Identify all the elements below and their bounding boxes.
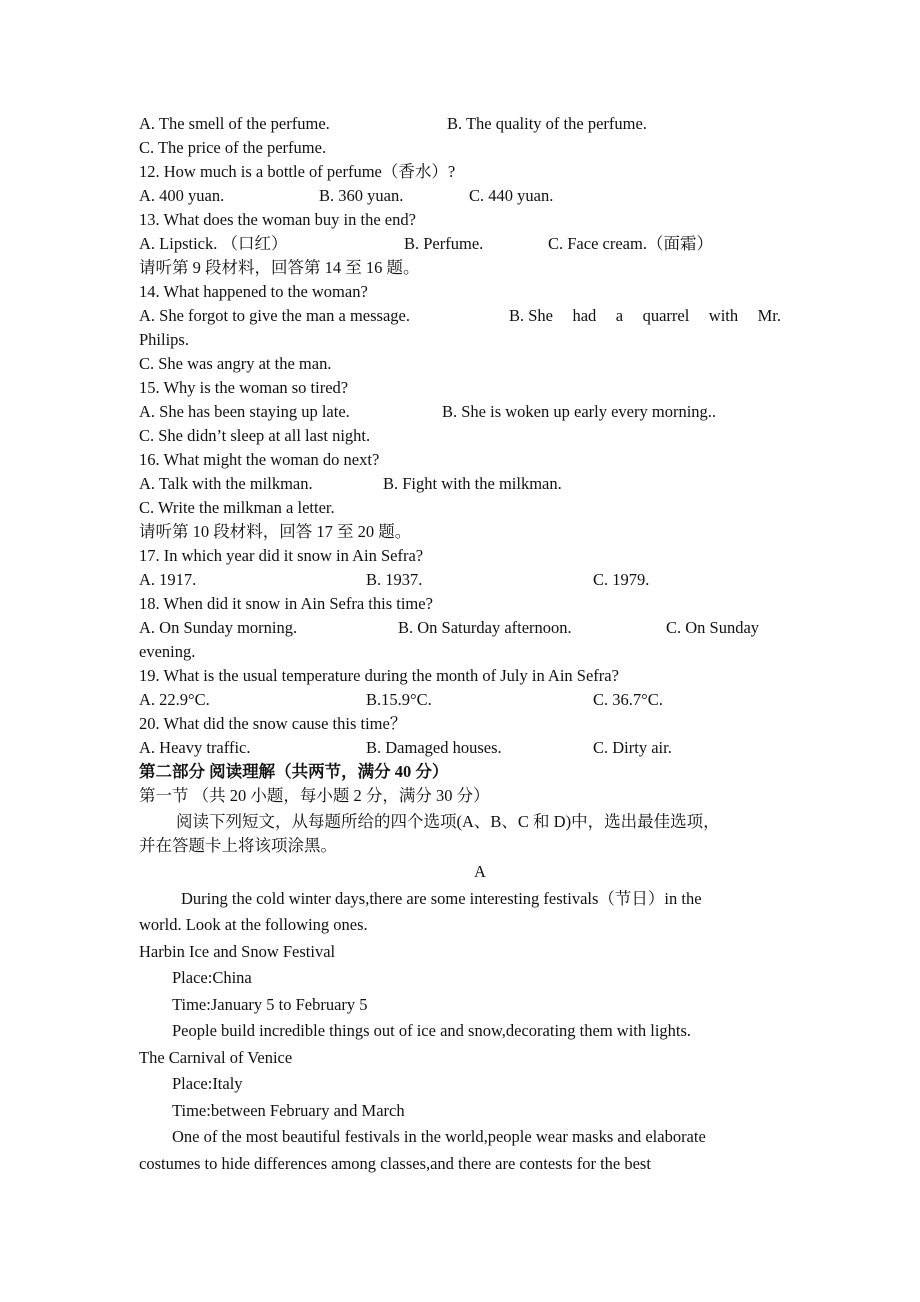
festival-1-description-text: People build incredible things out of ice and snow,decorating them with lights. <box>172 1021 692 1040</box>
q11-option-a: A. The smell of the perfume. <box>139 114 330 133</box>
q14-stem-text: 14. What happened to the woman? <box>139 282 368 301</box>
q20-stem-text: 20. What did the snow cause this time？ <box>139 714 407 733</box>
q14-option-b-cont: Philips. <box>139 330 189 349</box>
festival-2-description-text-1: One of the most beautiful festivals in the world,people wear masks and elaborate <box>172 1127 706 1146</box>
festival-2-name-text: The Carnival of Venice <box>139 1048 293 1067</box>
q14-option-c: C. She was angry at the man. <box>139 354 332 373</box>
q16-option-a: A. Talk with the milkman. <box>139 474 313 493</box>
reading-instructions-text-1: 阅读下列短文，从每题所给的四个选项(A、B、C 和 D)中，选出最佳选项， <box>176 812 720 831</box>
q14-option-b-word: a <box>615 306 624 325</box>
q17-option-b: B. 1937. <box>366 570 423 589</box>
q14-option-b-word: had <box>572 306 597 325</box>
reading-instructions-text-2: 并在答题卡上将该项涂黑。 <box>139 836 337 855</box>
q17-option-a: A. 1917. <box>139 570 197 589</box>
q11-option-b: B. The quality of the perfume. <box>447 114 647 133</box>
festival-2-time-text: Time:between February and March <box>172 1101 405 1120</box>
section-1-heading-text: 第一节 （共 20 小题，每小题 2 分，满分 30 分） <box>139 786 490 805</box>
festival-1-time-text: Time:January 5 to February 5 <box>172 995 368 1014</box>
festival-1-place-text: Place:China <box>172 968 252 987</box>
q15-option-a: A. She has been staying up late. <box>139 402 350 421</box>
q12-option-c: C. 440 yuan. <box>469 186 554 205</box>
festival-2-place-text: Place:Italy <box>172 1074 243 1093</box>
section-10-text: 请听第 10 段材料，回答 17 至 20 题。 <box>139 522 412 541</box>
q15-stem-text: 15. Why is the woman so tired? <box>139 378 349 397</box>
q20-option-c: C. Dirty air. <box>593 738 672 757</box>
q13-option-a: A. Lipstick. （口红） <box>139 234 288 253</box>
q14-option-a: A. She forgot to give the man a message. <box>139 306 410 325</box>
q18-option-c-cont: evening. <box>139 642 196 661</box>
q12-option-a: A. 400 yuan. <box>139 186 225 205</box>
q14-option-b-word: B. She <box>509 306 554 325</box>
q13-option-b: B. Perfume. <box>404 234 484 253</box>
q20-option-a: A. Heavy traffic. <box>139 738 251 757</box>
q14-option-b <box>509 304 781 328</box>
q18-option-b: B. On Saturday afternoon. <box>398 618 572 637</box>
passage-intro-text-2: world. Look at the following ones. <box>139 915 368 934</box>
q16-option-b: B. Fight with the milkman. <box>383 474 562 493</box>
passage-intro-text-1: During the cold winter days,there are some interesting festivals（节日）in the <box>181 889 702 908</box>
q19-option-b: B.15.9°C. <box>366 690 432 709</box>
festival-2-description-text-2: costumes to hide differences among classes,and there are contests for the best <box>139 1154 651 1173</box>
section-9-text: 请听第 9 段材料，回答第 14 至 16 题。 <box>139 258 420 277</box>
q13-option-c: C. Face cream.（面霜） <box>548 234 713 253</box>
q11-option-c: C. The price of the perfume. <box>139 138 327 157</box>
q16-option-c: C. Write the milkman a letter. <box>139 498 335 517</box>
q18-stem-text: 18. When did it snow in Ain Sefra this time? <box>139 594 433 613</box>
q12-stem-text: 12. How much is a bottle of perfume（香水）? <box>139 162 456 181</box>
part-2-heading-text: 第二部分 阅读理解（共两节，满分 40 分） <box>139 762 449 781</box>
q14-option-b-word: with <box>708 306 739 325</box>
festival-1-name-text: Harbin Ice and Snow Festival <box>139 942 336 961</box>
q19-option-c: C. 36.7°C. <box>593 690 663 709</box>
q13-stem-text: 13. What does the woman buy in the end? <box>139 210 416 229</box>
q19-option-a: A. 22.9°C. <box>139 690 210 709</box>
q12-option-b: B. 360 yuan. <box>319 186 404 205</box>
q16-stem-text: 16. What might the woman do next? <box>139 450 380 469</box>
q14-option-b-word: quarrel <box>642 306 690 325</box>
q15-option-c: C. She didn’t sleep at all last night. <box>139 426 371 445</box>
q17-stem-text: 17. In which year did it snow in Ain Sefra? <box>139 546 424 565</box>
q18-option-a: A. On Sunday morning. <box>139 618 298 637</box>
passage-label-text: A <box>474 862 486 881</box>
q19-stem-text: 19. What is the usual temperature during the month of July in Ain Sefra? <box>139 666 619 685</box>
q17-option-c: C. 1979. <box>593 570 650 589</box>
q20-option-b: B. Damaged houses. <box>366 738 502 757</box>
q15-option-b: B. She is woken up early every morning.. <box>442 402 717 421</box>
q14-option-b-word: Mr. <box>757 306 781 325</box>
passage-label <box>139 860 821 884</box>
q18-option-c: C. On Sunday <box>666 618 760 637</box>
